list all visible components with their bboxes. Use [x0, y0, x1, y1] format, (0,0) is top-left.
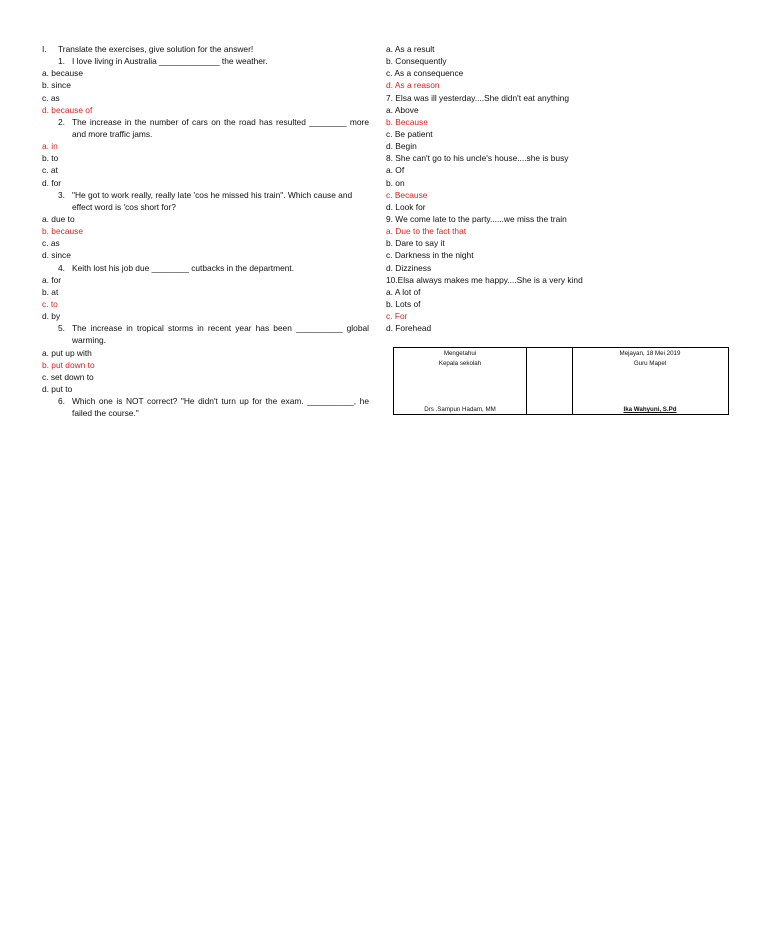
option: b. Consequently: [386, 56, 447, 67]
option: a. put up with: [42, 347, 92, 358]
instruction: [42, 43, 372, 55]
option: b. Dare to say it: [386, 238, 445, 249]
question-6: 6. Which one is NOT correct? "He didn't turn up for the exam. __________, he failed the course.": [58, 396, 369, 419]
answer-option: d. As a reason: [386, 80, 440, 91]
option: c. as: [42, 238, 60, 249]
option: d. since: [42, 250, 71, 261]
option: c. as: [42, 92, 60, 103]
question-1: 1. I love living in Australia _____________ the weather.: [58, 56, 268, 67]
question-7: 7. Elsa was ill yesterday....She didn't eat anything: [386, 92, 570, 103]
answer-option: b. Because: [386, 116, 428, 127]
option: d. put to: [42, 384, 73, 395]
answer-option: d. because of: [42, 104, 93, 115]
question-8: 8. She can't go to his uncle's house....she is busy: [386, 153, 569, 164]
signature-cell-principal: [394, 348, 527, 414]
principal-role: Kepala sekolah: [438, 360, 482, 367]
option: c. at: [42, 165, 58, 176]
answer-option: c. to: [42, 299, 58, 310]
place-date: Mejayan, 18 Mei 2019: [619, 350, 681, 357]
answer-option: c. For: [386, 311, 408, 322]
left-column: [42, 43, 372, 419]
answer-option: b. because: [42, 226, 83, 237]
section-number: I.: [42, 44, 47, 54]
question-9: 9. We come late to the party......we miss the train: [386, 213, 567, 224]
question-4: 4. Keith lost his job due ________ cutbacks in the department.: [58, 262, 295, 273]
option: d. Begin: [386, 141, 417, 152]
option: d. Dizziness: [386, 262, 432, 273]
option: b. at: [42, 286, 59, 297]
question-10: 10.Elsa always makes me happy....She is a very kind: [386, 274, 583, 285]
option: c. set down to: [42, 371, 94, 382]
principal-title: Mengetahui: [443, 350, 477, 357]
signature-cell-teacher: [572, 348, 728, 414]
option: d. for: [42, 177, 62, 188]
signature-cell-empty: [526, 348, 573, 414]
option: a. Above: [386, 104, 419, 115]
question-3: 3. "He got to work really, really late 'cos he missed his train". Which cause and effect word is 'cos short for?: [58, 189, 353, 212]
option: a. Of: [386, 165, 405, 176]
question-5: 5. The increase in tropical storms in recent year has been __________ global warming.: [58, 323, 369, 346]
question-2: 2. The increase in the number of cars on the road has resulted ________ more and more traffic jams.: [58, 116, 369, 139]
option: a. As a result: [386, 44, 435, 54]
option: b. on: [386, 177, 405, 188]
option: d. by: [42, 311, 61, 322]
right-column: [386, 43, 731, 334]
instruction-text: Translate the exercises, give solution for the answer!: [58, 44, 254, 54]
teacher-role: Guru Mapel: [633, 360, 667, 367]
teacher-name: Ika Wahyuni, S.Pd: [623, 406, 677, 413]
option: c. Be patient: [386, 128, 433, 139]
option: a. A lot of: [386, 286, 421, 297]
option: b. to: [42, 153, 59, 164]
signature-table: [393, 347, 729, 415]
answer-option: b. put down to: [42, 359, 95, 370]
answer-option: c. Because: [386, 189, 428, 200]
option: b. since: [42, 80, 71, 91]
principal-name: Drs .Sampun Hadam, MM: [424, 406, 496, 413]
answer-option: a. Due to the fact that: [386, 226, 467, 237]
option: c. Darkness in the night: [386, 250, 474, 261]
option: b. Lots of: [386, 298, 421, 309]
option: c. As a consequence: [386, 68, 464, 79]
option: a. for: [42, 274, 62, 285]
answer-option: a. in: [42, 141, 58, 152]
option: a. due to: [42, 214, 75, 225]
option: a. because: [42, 68, 83, 79]
option: d. Look for: [386, 201, 426, 212]
option: d. Forehead: [386, 323, 432, 334]
